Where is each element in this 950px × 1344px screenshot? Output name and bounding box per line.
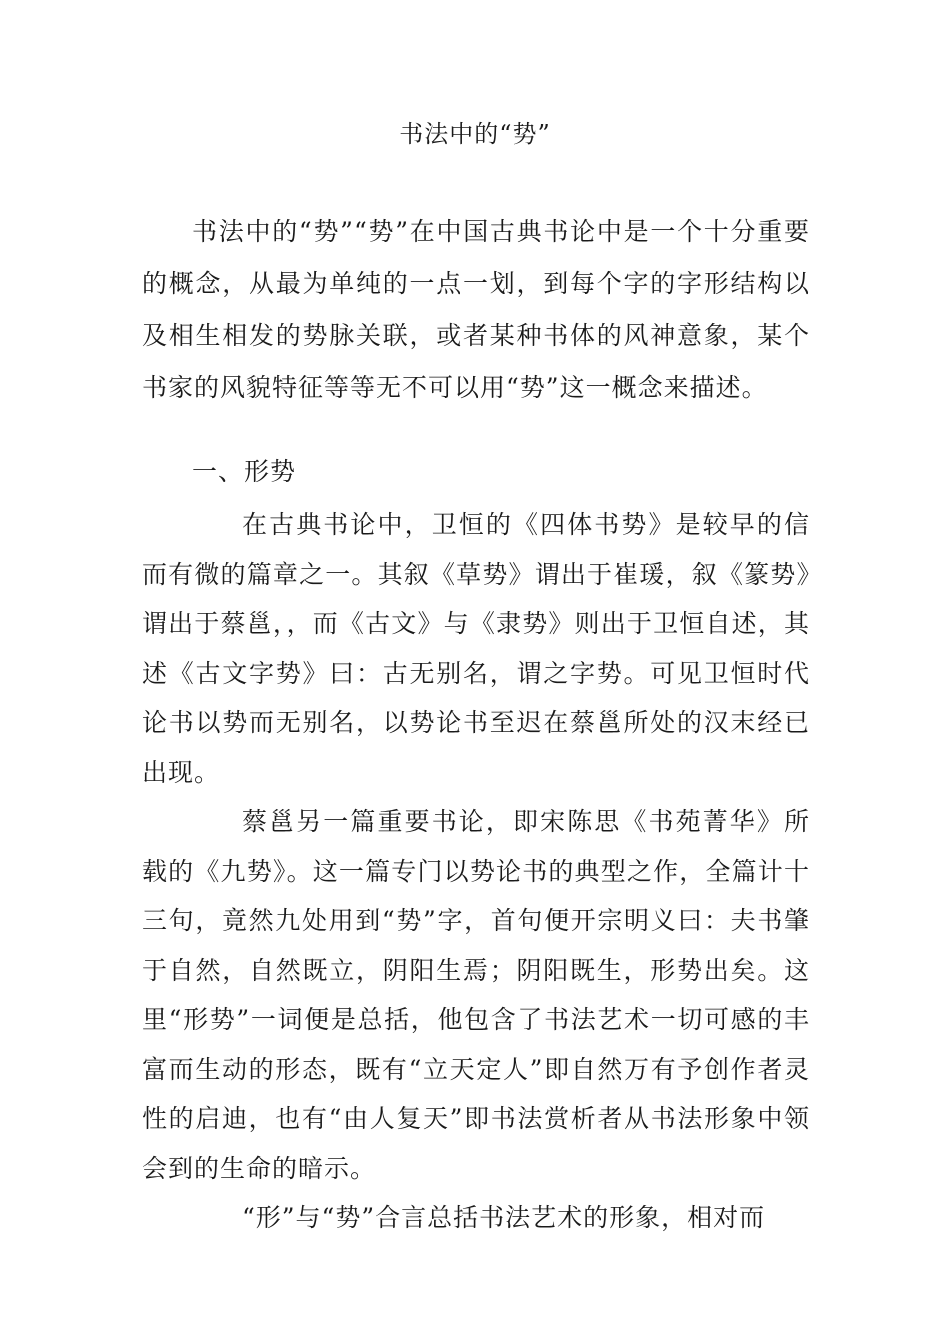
body-paragraph-3: “形”与“势”合言总括书法艺术的形象，相对而 xyxy=(242,1203,766,1232)
body-paragraph-2: 蔡邕另一篇重要书论，即宋陈思《书苑菁华》所载的《九势》。这一篇专门以势论书的典型之作，全篇计十三句，竟然九处用到“势”字，首句便开宗明义曰：夫书肇于自然，自然既立，阴阳生焉；阴阳既生，形势出矣。这里“形势”一词便是总括，他包含了书法艺术一切可感的丰富而生动的形态，既有“立天定人”即自然万有予创作者灵性的启迪，也有“由人复天”即书法赏析者从书法形象中领会到的生命的暗示。 xyxy=(142,807,810,1183)
section-heading: 一、形势 xyxy=(192,457,297,486)
intro-paragraph: 书法中的“势”“势”在中国古典书论中是一个十分重要的概念，从最为单纯的一点一划，到每个字的字形结构以及相生相发的势脉关联，或者某种书体的风神意象，某个书家的风貌特征等等无不可以用“势”这一概念来描述。 xyxy=(142,217,810,402)
section-body xyxy=(142,500,810,1243)
body-paragraph-1: 在古典书论中，卫恒的《四体书势》是较早的信而有微的篇章之一。其叙《草势》谓出于崔瑗，叙《篆势》谓出于蔡邕，，而《古文》与《隶势》则出于卫恒自述，其述《古文字势》曰：古无别名，谓之字势。可见卫恒时代论书以势而无别名，以势论书至迟在蔡邕所处的汉末经已出现。 xyxy=(142,510,810,787)
document-title: 书法中的“势” xyxy=(399,120,551,148)
